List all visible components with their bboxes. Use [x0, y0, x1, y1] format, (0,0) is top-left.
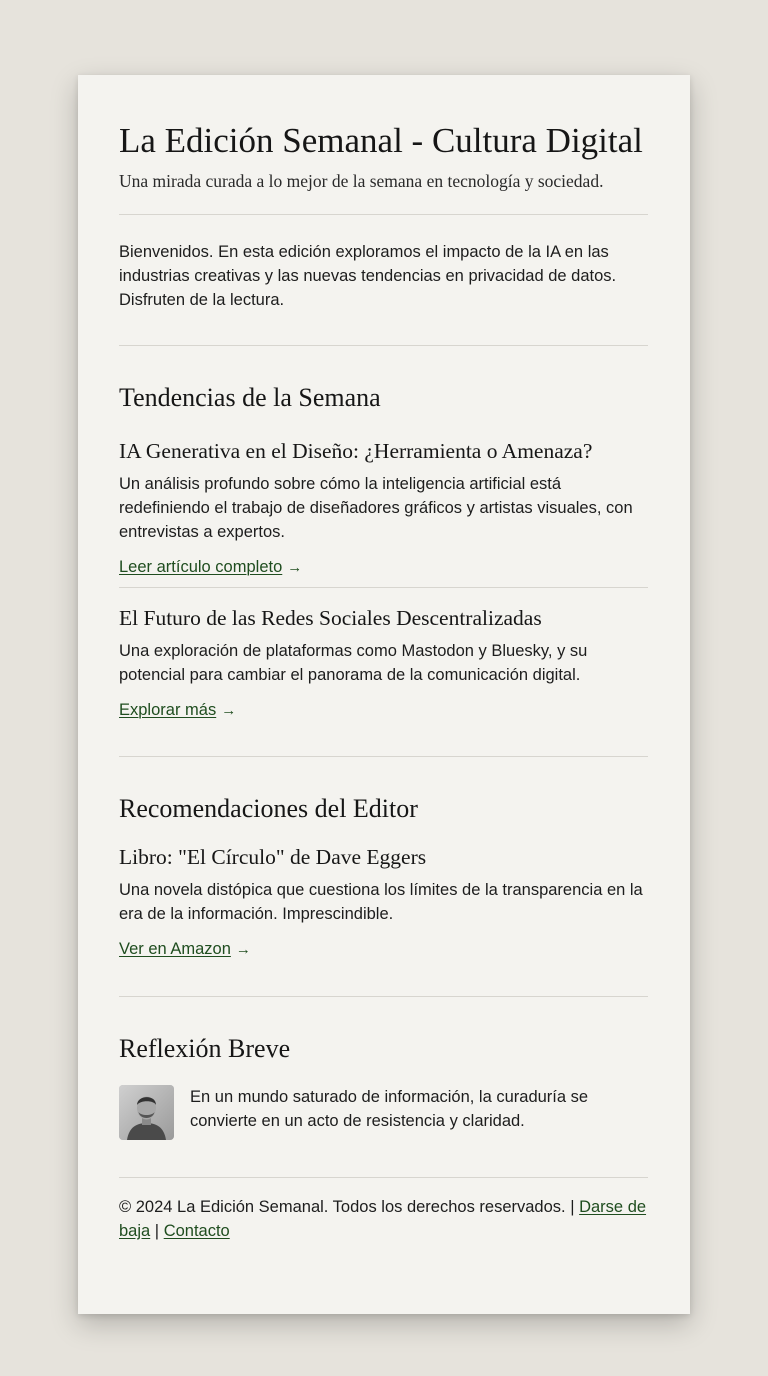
footer-separator: | [154, 1222, 160, 1240]
contact-link[interactable]: Contacto [163, 1222, 230, 1240]
newsletter-card [78, 75, 690, 1314]
amazon-link-label: Ver en Amazon [119, 940, 231, 958]
arrow-right-icon: → [287, 559, 303, 576]
unsubscribe-link[interactable]: Darse de baja [119, 1198, 647, 1240]
article-title: IA Generativa en el Diseño: ¿Herramienta o Amenaza? [119, 439, 593, 463]
article-title: El Futuro de las Redes Sociales Descentralizadas [119, 606, 542, 630]
arrow-right-icon: → [235, 941, 251, 958]
divider [119, 214, 648, 215]
divider [119, 996, 648, 997]
explore-more-link-label: Explorar más [119, 701, 217, 719]
recommendation-title: Libro: "El Círculo" de Dave Eggers [119, 845, 427, 869]
recommendation-summary: Una novela distópica que cuestiona los límites de la transparencia en la era de la información. Imprescindible. [119, 881, 643, 923]
section-title-reflection: Reflexión Breve [119, 1034, 291, 1063]
article-summary: Un análisis profundo sobre cómo la inteligencia artificial está redefiniendo el trabajo de diseñadores gráficos y artistas visuales, con entrevistas a expertos. [119, 475, 633, 541]
newsletter-title: La Edición Semanal - Cultura Digital [119, 121, 643, 160]
avatar [119, 1085, 174, 1140]
footer [119, 1195, 648, 1243]
amazon-link[interactable] [119, 938, 251, 961]
divider [119, 587, 648, 588]
section-title-recommendations: Recomendaciones del Editor [119, 794, 418, 823]
arrow-right-icon: → [221, 702, 237, 719]
newsletter-subtitle: Una mirada curada a lo mejor de la semana en tecnología y sociedad. [119, 171, 604, 191]
reflection-block [119, 1085, 648, 1140]
reflection-text: En un mundo saturado de información, la curaduría se convierte en un acto de resistencia y claridad. [190, 1088, 589, 1130]
read-article-link-label: Leer artículo completo [119, 558, 283, 576]
intro-text: Bienvenidos. En esta edición exploramos el impacto de la IA en las industrias creativas y las nuevas tendencias en privacidad de datos. Disfruten de la lectura. [119, 243, 617, 309]
article-item [119, 604, 648, 722]
divider [119, 1177, 648, 1178]
footer-copyright: © 2024 La Edición Semanal. Todos los derechos reservados. | [119, 1198, 575, 1216]
read-article-link[interactable] [119, 556, 302, 579]
article-item [119, 437, 648, 579]
article-summary: Una exploración de plataformas como Mastodon y Bluesky, y su potencial para cambiar el panorama de la comunicación digital. [119, 642, 588, 684]
divider [119, 345, 648, 346]
recommendation-item [119, 843, 648, 961]
divider [119, 756, 648, 757]
section-title-trends: Tendencias de la Semana [119, 383, 381, 412]
author-portrait-icon [119, 1085, 174, 1140]
explore-more-link[interactable] [119, 699, 236, 722]
